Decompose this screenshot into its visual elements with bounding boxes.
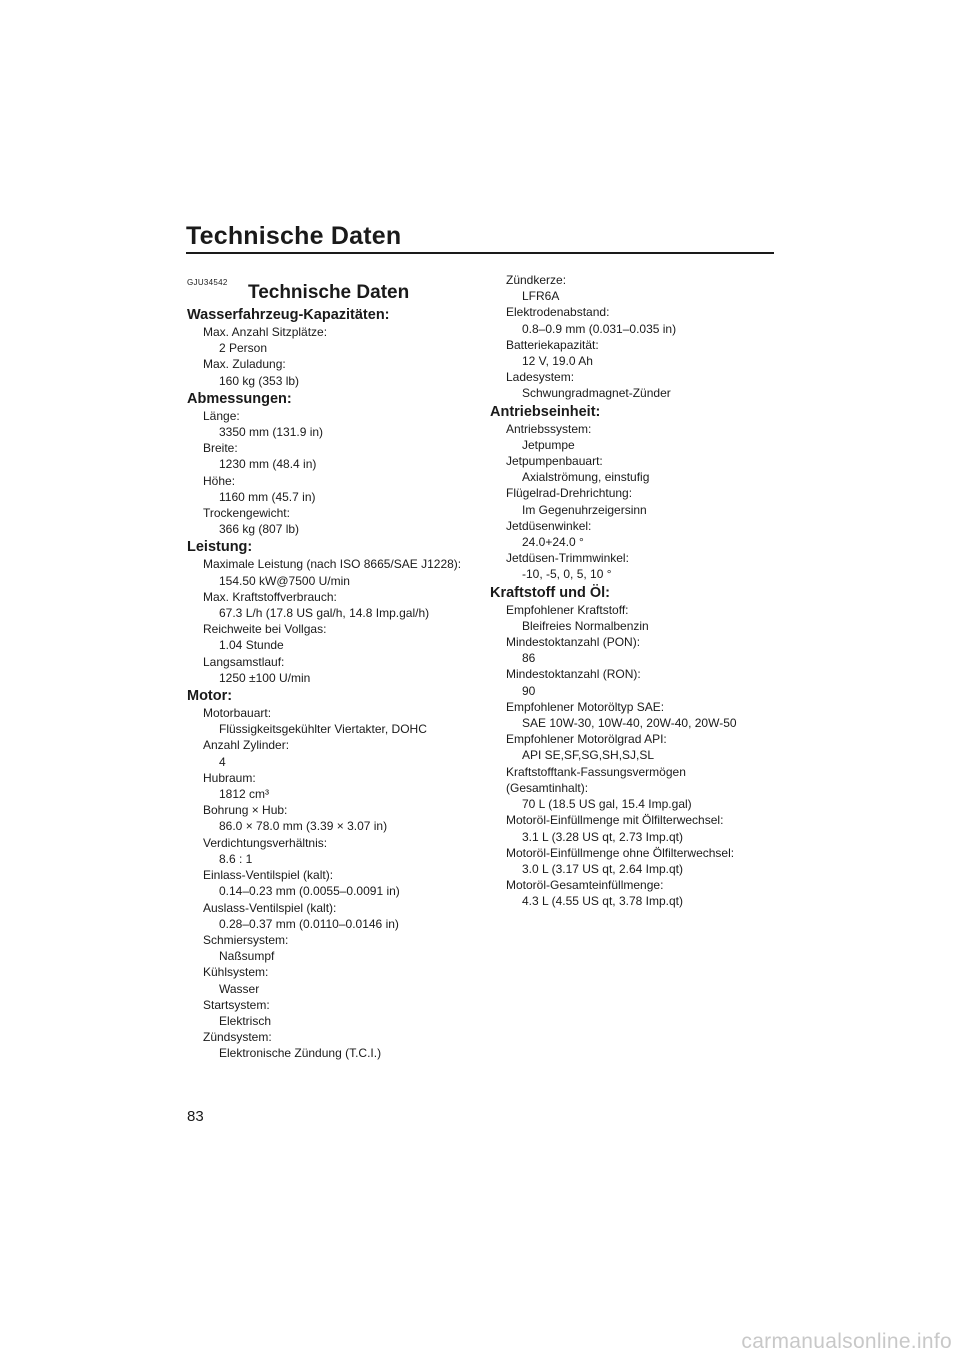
spec-label: Antriebssystem: — [506, 421, 592, 436]
spec-label: Kühlsystem: — [203, 965, 269, 980]
spec-label: Auslass-Ventilspiel (kalt): — [203, 900, 337, 915]
spec-value: 154.50 kW@7500 U/min — [219, 573, 350, 588]
spec-label: Reichweite bei Vollgas: — [203, 622, 327, 637]
spec-category-heading: Motor: — [187, 688, 233, 705]
spec-value: 86 — [522, 651, 536, 666]
spec-value: 3350 mm (131.9 in) — [219, 425, 324, 440]
spec-value: Schwungradmagnet-Zünder — [522, 386, 671, 401]
spec-value: 3.1 L (3.28 US qt, 2.73 Imp.qt) — [522, 829, 683, 844]
spec-label: Hubraum: — [203, 770, 256, 785]
spec-value: API SE,SF,SG,SH,SJ,SL — [522, 748, 655, 763]
spec-label: Motoröl-Einfüllmenge ohne Ölfilterwechsel: — [506, 845, 735, 860]
spec-category-heading: Antriebseinheit: — [490, 403, 601, 420]
spec-label: Batteriekapazität: — [506, 337, 599, 352]
right-spec-column — [490, 272, 790, 910]
spec-label: Max. Anzahl Sitzplätze: — [203, 325, 328, 339]
page-header-title: Technische Daten — [186, 222, 402, 250]
spec-value: LFR6A — [522, 289, 560, 304]
spec-label: Motoröl-Gesamteinfüllmenge: — [506, 878, 664, 893]
spec-label: Schmiersystem: — [203, 932, 289, 947]
spec-value: Jetpumpe — [522, 437, 575, 452]
spec-value: 0.8–0.9 mm (0.031–0.035 in) — [522, 321, 677, 336]
spec-label: Max. Zuladung: — [203, 357, 286, 372]
spec-label: Kraftstofftank-Fassungsvermögen (Gesamtinhalt): — [506, 764, 686, 795]
spec-label: Jetdüsen-Trimmwinkel: — [506, 551, 629, 566]
watermark: carmanualsonline.info — [741, 1330, 952, 1353]
spec-value: 90 — [522, 683, 536, 698]
page-number: 83 — [187, 1108, 204, 1125]
spec-value: 1250 ±100 U/min — [219, 670, 311, 685]
spec-value: 4.3 L (4.55 US qt, 3.78 Imp.qt) — [522, 894, 683, 909]
spec-label: Mindestoktanzahl (RON): — [506, 667, 641, 682]
spec-value: 4 — [219, 754, 226, 769]
spec-value: -10, -5, 0, 5, 10 ° — [522, 567, 612, 582]
spec-category-heading: Leistung: — [187, 539, 253, 556]
spec-value: 2 Person — [219, 341, 268, 356]
spec-label: Max. Kraftstoffverbrauch: — [203, 589, 337, 604]
spec-value: 1160 mm (45.7 in) — [219, 489, 316, 504]
spec-value: 3.0 L (3.17 US qt, 2.64 Imp.qt) — [522, 861, 683, 876]
left-spec-column — [187, 305, 487, 1062]
spec-category-heading: Kraftstoff und Öl: — [490, 584, 611, 601]
spec-value: Bleifreies Normalbenzin — [522, 618, 649, 633]
spec-label: Empfohlener Motorölgrad API: — [506, 732, 667, 747]
spec-value: 8.6 : 1 — [219, 851, 253, 866]
spec-label: Empfohlener Kraftstoff: — [506, 602, 629, 617]
spec-value: 0.28–0.37 mm (0.0110–0.0146 in) — [219, 916, 399, 931]
spec-label: Elektrodenabstand: — [506, 305, 610, 320]
spec-label: Zündsystem: — [203, 1030, 272, 1045]
spec-label: Maximale Leistung (nach ISO 8665/SAE J1228): — [203, 557, 462, 572]
spec-value: 12 V, 19.0 Ah — [522, 354, 593, 369]
spec-value: Flüssigkeitsgekühlter Viertakter, DOHC — [219, 722, 427, 737]
spec-value: Im Gegenuhrzeigersinn — [522, 502, 647, 517]
spec-value: 1.04 Stunde — [219, 638, 284, 653]
spec-value: Naßsumpf — [219, 949, 275, 964]
header-divider — [186, 252, 774, 254]
document-code: GJU34542 — [187, 278, 228, 287]
spec-value: 160 kg (353 lb) — [219, 373, 300, 388]
spec-label: Jetpumpenbauart: — [506, 454, 603, 469]
spec-value: 70 L (18.5 US gal, 15.4 Imp.gal) — [522, 797, 692, 812]
spec-label: Jetdüsenwinkel: — [506, 518, 592, 533]
spec-label: Bohrung × Hub: — [203, 803, 288, 818]
spec-value: 1812 cm³ — [219, 787, 270, 802]
spec-label: Flügelrad-Drehrichtung: — [506, 486, 633, 501]
spec-label: Ladesystem: — [506, 370, 575, 385]
spec-label: Länge: — [203, 408, 240, 423]
spec-label: Mindestoktanzahl (PON): — [506, 635, 641, 650]
spec-value: Axialströmung, einstufig — [522, 470, 650, 485]
spec-label: Empfohlener Motoröltyp SAE: — [506, 699, 665, 714]
spec-value: 86.0 × 78.0 mm (3.39 × 3.07 in) — [219, 819, 388, 834]
spec-label: Zündkerze: — [506, 273, 567, 287]
spec-value: Elektronische Zündung (T.C.I.) — [219, 1046, 382, 1061]
spec-label: Einlass-Ventilspiel (kalt): — [203, 868, 334, 883]
spec-label: Langsamstlauf: — [203, 654, 285, 669]
spec-label: Höhe: — [203, 473, 236, 488]
spec-value: 67.3 L/h (17.8 US gal/h, 14.8 Imp.gal/h) — [219, 606, 430, 621]
spec-value: 0.14–0.23 mm (0.0055–0.0091 in) — [219, 884, 400, 899]
spec-value: 366 kg (807 lb) — [219, 522, 300, 537]
spec-label: Anzahl Zylinder: — [203, 738, 290, 753]
spec-value: 24.0+24.0 ° — [522, 535, 584, 550]
spec-label: Verdichtungsverhältnis: — [203, 835, 328, 850]
spec-label: Motoröl-Einfüllmenge mit Ölfilterwechsel: — [506, 813, 724, 828]
spec-label: Motorbauart: — [203, 706, 272, 721]
spec-value: SAE 10W-30, 10W-40, 20W-40, 20W-50 — [522, 716, 737, 731]
spec-label: Trockengewicht: — [203, 506, 290, 521]
spec-category-heading: Wasserfahrzeug-Kapazitäten: — [187, 307, 390, 323]
spec-label: Breite: — [203, 441, 238, 456]
spec-label: Startsystem: — [203, 997, 270, 1012]
spec-category-heading: Abmessungen: — [187, 390, 292, 407]
spec-value: Elektrisch — [219, 1013, 272, 1028]
spec-value: Wasser — [219, 981, 260, 996]
spec-value: 1230 mm (48.4 in) — [219, 457, 317, 472]
section-title: Technische Daten — [248, 282, 410, 303]
